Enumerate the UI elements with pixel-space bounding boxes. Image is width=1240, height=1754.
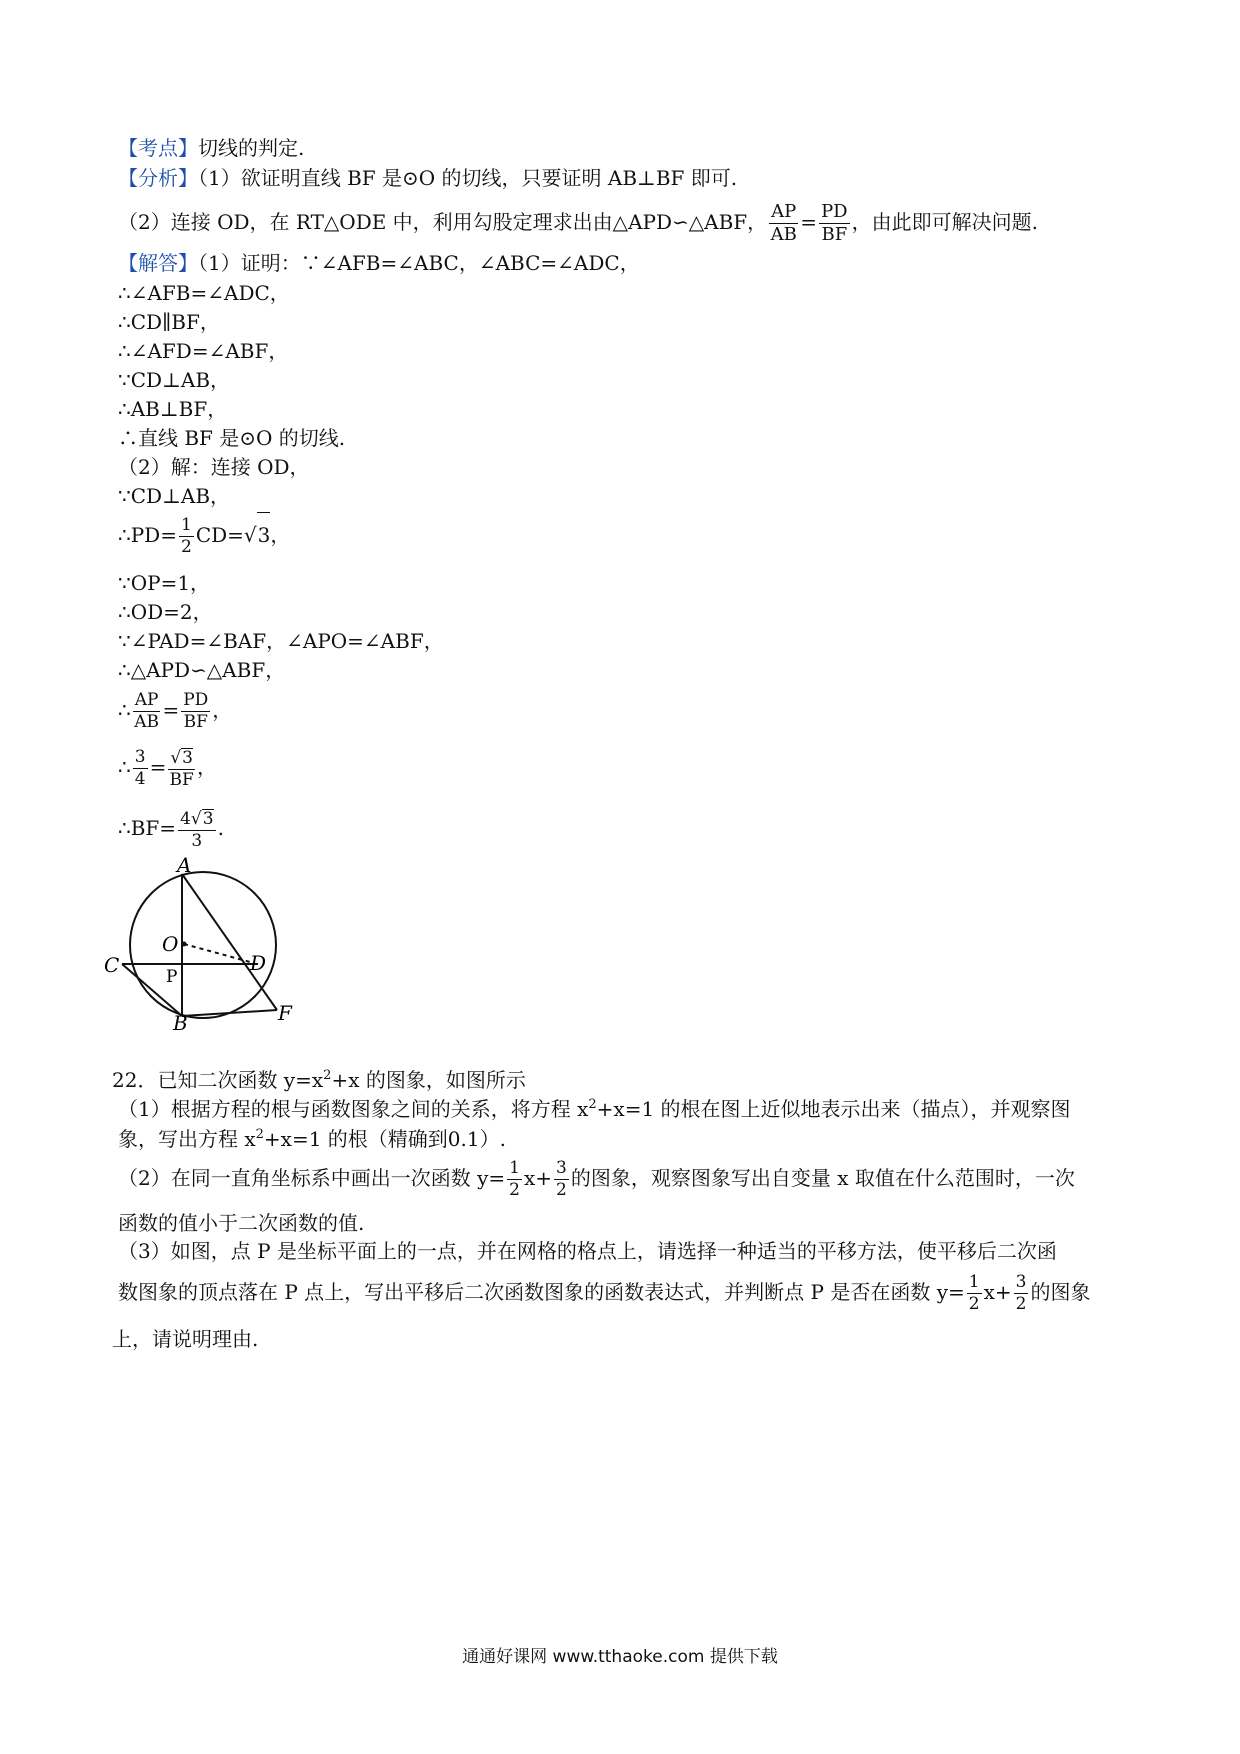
q22-part3-line2: 数图象的顶点落在 P 点上，写出平移后二次函数图象的函数表达式，并判断点 P 是否在函数 y= $\frac{1}{2}$ x+ $\frac{3}{2}$ 的图象 xyxy=(118,1272,1091,1314)
kaodian-text: 切线的判定. xyxy=(198,136,305,160)
label-d: D xyxy=(250,951,267,975)
fraction-one-half: $\frac{1}{2}$ xyxy=(180,515,192,557)
fenxi-text-2-tail: ，由此即可解决问题. xyxy=(851,210,1038,234)
jieda-line-2: ∴∠AFB=∠ADC， xyxy=(118,281,290,305)
point-o xyxy=(182,942,187,947)
fenxi-line-2 xyxy=(118,200,1038,245)
jieda-line-14: ∴△APD∽△ABF， xyxy=(118,658,286,682)
jieda-line-15: ∴ $\frac{AP}{AB}$ = $\frac{PD}{BF}$ ， xyxy=(118,690,233,732)
geometry-figure xyxy=(104,853,320,1035)
fraction-sqrt3-bf: $\frac{√3}{BF}$ xyxy=(169,747,194,790)
kaodian-line xyxy=(118,135,304,161)
label-f: F xyxy=(278,1001,292,1025)
jieda-line-6: ∴AB⊥BF， xyxy=(118,397,228,421)
jieda-line-1 xyxy=(118,250,640,276)
jieda-line-8: （2）解：连接 OD， xyxy=(118,455,310,479)
circle-o xyxy=(130,872,276,1018)
jieda-line-11: ∵OP=1， xyxy=(118,571,211,595)
label-a: A xyxy=(177,853,192,877)
fraction-three-quarters: $\frac{3}{4}$ xyxy=(134,747,146,789)
q22-part2-line1: （2）在同一直角坐标系中画出一次函数 y= $\frac{1}{2}$ x+ $\frac{3}{2}$ 的图象，观察图象写出自变量 x 取值在什么范围时，一次 xyxy=(118,1158,1075,1200)
fenxi-line-1 xyxy=(118,165,737,191)
label-p: P xyxy=(166,967,178,987)
label-o: O xyxy=(162,932,179,956)
fraction-ap-ab-2: $\frac{AP}{AB}$ xyxy=(134,690,159,732)
jieda-line-9: ∵CD⊥AB， xyxy=(118,484,231,508)
label-c: C xyxy=(104,953,120,977)
jieda-line-12: ∴OD=2， xyxy=(118,600,213,624)
fraction-one-half-p3: $\frac{1}{2}$ xyxy=(968,1272,980,1314)
q22-part3-line1: （3）如图，点 P 是坐标平面上的一点，并在网格的格点上，请选择一种适当的平移方法，使平移后二次函 xyxy=(118,1239,1057,1263)
jieda-line-13: ∵∠PAD=∠BAF，∠APO=∠ABF， xyxy=(118,629,444,653)
fenxi-text-2: （2）连接 OD，在 RT△ODE 中，利用勾股定理求出由△APD∽△ABF， xyxy=(118,210,768,234)
jieda-line-10: ∴PD= $\frac{1}{2}$ CD=√3， xyxy=(118,512,290,557)
jieda-line-3: ∴CD∥BF， xyxy=(118,310,220,334)
q22-part1-line1: （1）根据方程的根与函数图象之间的关系，将方程 $x^2+x=1$ 的根在图上近似地表示出来（描点），并观察图 xyxy=(118,1097,1071,1121)
fraction-pd-bf-2: $\frac{PD}{BF}$ xyxy=(183,690,209,732)
jieda-line-7: ∴直线 BF 是⊙O 的切线. xyxy=(118,426,346,450)
equals-sign: = xyxy=(800,210,818,234)
jieda-text-1: （1）证明：∵∠AFB=∠ABC，∠ABC=∠ADC， xyxy=(198,251,640,275)
q22-part1-line2: 象，写出方程 $x^2+x=1$ 的根（精确到0.1）. xyxy=(118,1127,506,1151)
q22-title: 22．已知二次函数 $y=x^2+x$ 的图象，如图所示 xyxy=(112,1068,526,1092)
fraction-ap-ab: $\frac{AP}{AB}$ xyxy=(770,201,797,245)
kaodian-tag: 【考点】 xyxy=(118,136,198,160)
jieda-line-4: ∴∠AFD=∠ABF， xyxy=(118,339,289,363)
label-b: B xyxy=(173,1011,188,1035)
line-af xyxy=(182,874,277,1010)
jieda-line-16: ∴ $\frac{3}{4}$ = $\frac{√3}{BF}$ ， xyxy=(118,747,217,790)
fraction-4sqrt3-over-3: $\frac{4√3}{3}$ xyxy=(180,808,214,851)
footer-source: 通通好课网 www.tthaoke.com 提供下载 xyxy=(462,1647,778,1667)
line-bf xyxy=(182,1010,277,1016)
fenxi-tag: 【分析】 xyxy=(118,166,198,190)
q22-part3-line3: 上，请说明理由. xyxy=(112,1327,259,1351)
jieda-line-17: ∴BF= $\frac{4√3}{3}$ . xyxy=(118,808,224,851)
q22-part2-line2: 函数的值小于二次函数的值. xyxy=(118,1211,365,1235)
fraction-pd-bf: $\frac{PD}{BF}$ xyxy=(821,201,848,245)
segment-od-dashed xyxy=(184,944,250,962)
fraction-three-halves-q22: $\frac{3}{2}$ xyxy=(556,1158,567,1200)
jieda-line-5: ∵CD⊥AB， xyxy=(118,368,231,392)
fraction-three-halves-p3: $\frac{3}{2}$ xyxy=(1015,1272,1027,1314)
fraction-one-half-q22: $\frac{1}{2}$ xyxy=(509,1158,520,1200)
fenxi-text-1: （1）欲证明直线 BF 是⊙O 的切线，只要证明 AB⊥BF 即可. xyxy=(198,166,738,190)
sqrt-radicand: 3 xyxy=(257,512,271,557)
jieda-tag: 【解答】 xyxy=(118,251,198,275)
